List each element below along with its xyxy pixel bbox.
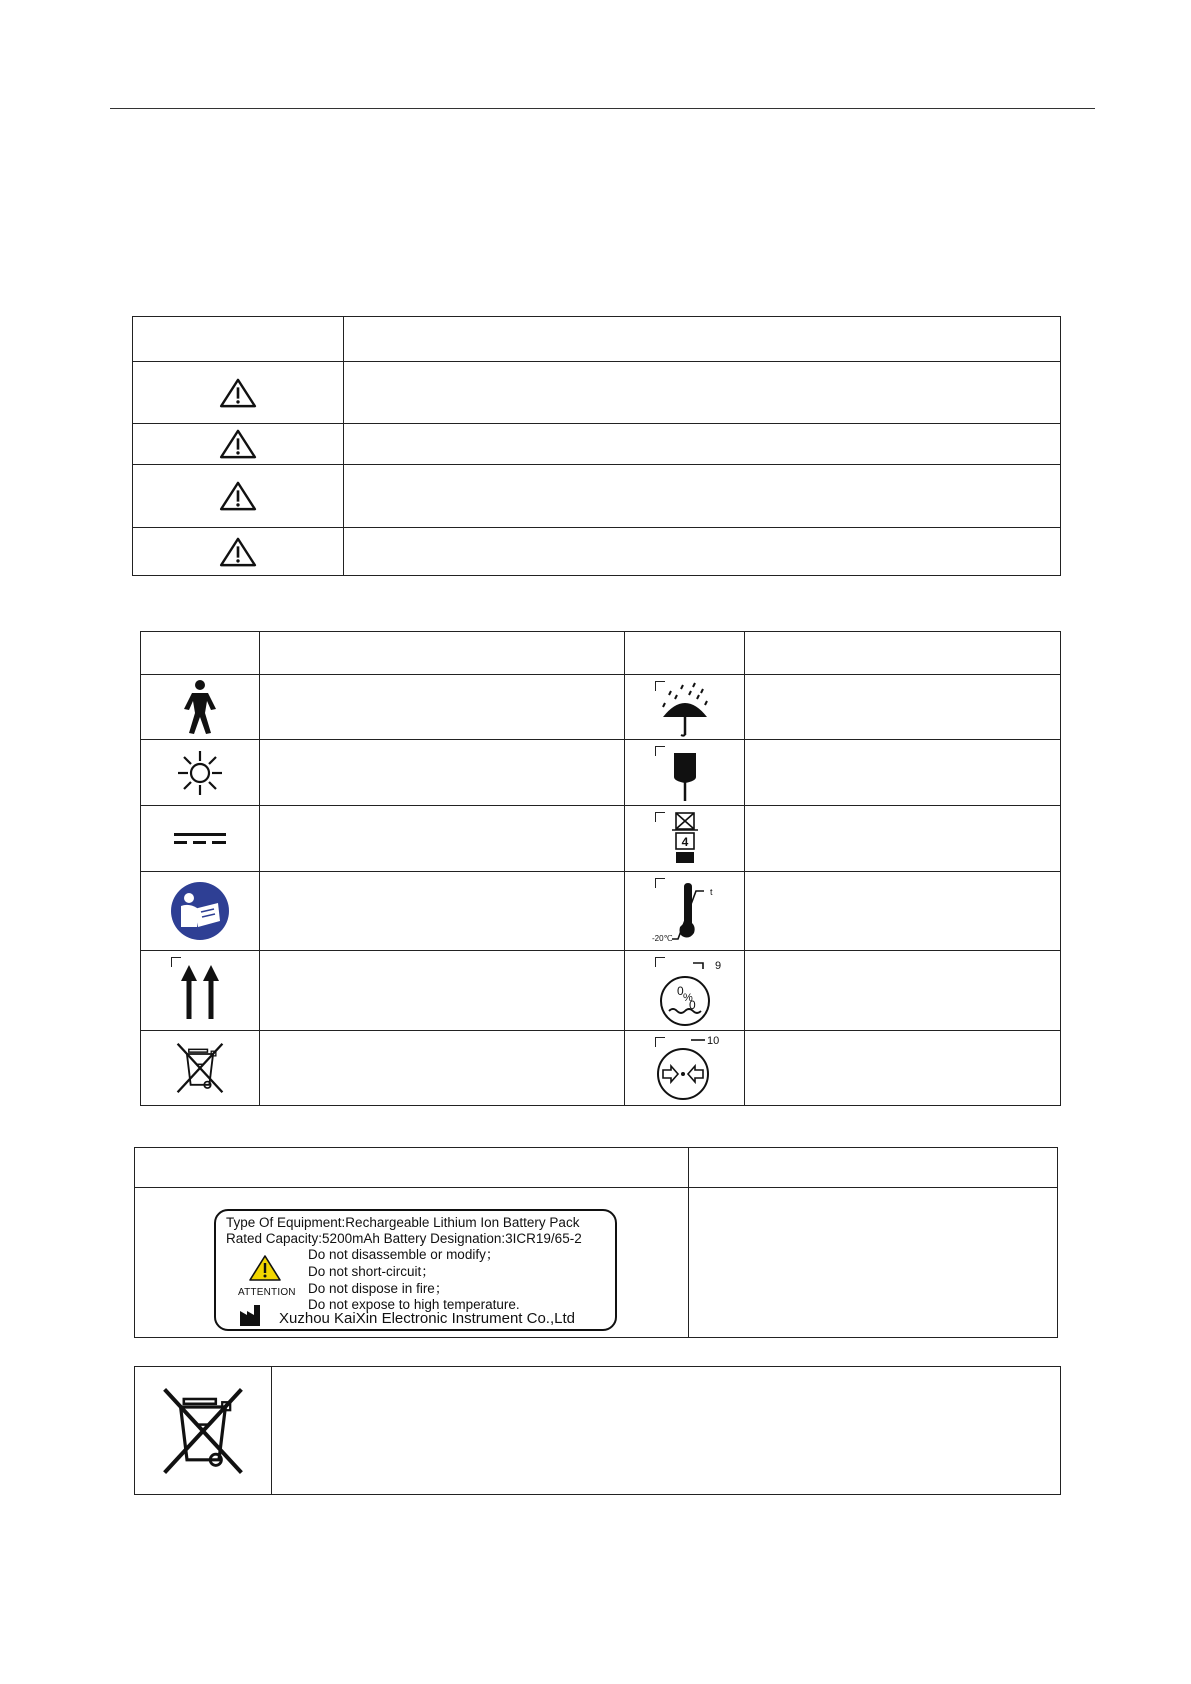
keep-away-from-sunlight-icon xyxy=(175,748,225,798)
warning-triangle-icon xyxy=(219,537,257,567)
warning-triangle-icon xyxy=(219,378,257,408)
table-header-row xyxy=(141,632,1061,675)
temp-low-label: -20℃ xyxy=(651,934,673,943)
attention-label: ATTENTION xyxy=(238,1287,296,1298)
corner-mark xyxy=(655,957,665,967)
temp-high-label: t xyxy=(709,887,713,897)
header-rule xyxy=(110,108,1095,109)
table-row xyxy=(141,951,1061,1031)
table-row xyxy=(133,424,1061,465)
manufacturer-icon xyxy=(238,1303,266,1327)
this-way-up-icon xyxy=(175,961,225,1021)
caution-table xyxy=(132,316,1061,576)
table-row xyxy=(141,806,1061,872)
table-row xyxy=(133,465,1061,528)
table-header-row xyxy=(133,317,1061,362)
humidity-high-label: 9 xyxy=(714,959,721,972)
corner-mark xyxy=(655,746,665,756)
type-bf-applied-part-icon xyxy=(180,679,220,735)
fragile-icon xyxy=(670,743,700,803)
warning-line: Do not short-circuit； xyxy=(308,1264,435,1279)
humidity-percent: % xyxy=(682,991,693,1004)
table-header-row xyxy=(135,1148,1058,1188)
attention-triangle-icon xyxy=(248,1254,282,1282)
table-row xyxy=(135,1367,1061,1495)
warning-triangle-icon xyxy=(219,429,257,459)
corner-mark xyxy=(655,681,665,691)
warning-line: Do not disassemble or modify； xyxy=(308,1247,500,1262)
corner-mark xyxy=(655,1037,665,1047)
weee-crossed-bin-icon xyxy=(172,1040,228,1096)
pressure-high-label: 10 xyxy=(706,1035,719,1047)
refer-to-instruction-manual-icon xyxy=(170,881,230,941)
weee-table xyxy=(134,1366,1061,1495)
humidity-zero-bottom: 0 xyxy=(688,997,696,1012)
table-row xyxy=(133,362,1061,424)
corner-mark xyxy=(171,957,181,967)
stacking-limit-icon xyxy=(670,811,700,867)
stacking-number: 4 xyxy=(681,834,688,849)
temperature-limit-icon xyxy=(650,879,720,943)
table-row xyxy=(133,528,1061,576)
symbols-table xyxy=(140,631,1061,1106)
warning-line: Do not expose to high temperature. xyxy=(308,1297,520,1312)
warning-line: Do not dispose in fire； xyxy=(308,1281,449,1296)
humidity-zero-top: 0 xyxy=(676,983,684,998)
battery-label-image xyxy=(214,1209,617,1331)
warning-triangle-icon xyxy=(219,481,257,511)
table-row xyxy=(141,1031,1061,1106)
table-row xyxy=(141,872,1061,951)
manufacturer-name: Xuzhou KaiXin Electronic Instrument Co.,Ltd xyxy=(279,1310,575,1327)
corner-mark xyxy=(655,812,665,822)
weee-crossed-bin-icon xyxy=(155,1383,251,1479)
direct-current-icon xyxy=(172,829,228,849)
table-row xyxy=(141,740,1061,806)
table-row xyxy=(141,675,1061,740)
equipment-type-line: Type Of Equipment:Rechargeable Lithium Ion Battery Pack xyxy=(226,1215,580,1230)
corner-mark xyxy=(655,878,665,888)
capacity-line: Rated Capacity:5200mAh Battery Designation:3ICR19/65-2 xyxy=(226,1231,582,1246)
